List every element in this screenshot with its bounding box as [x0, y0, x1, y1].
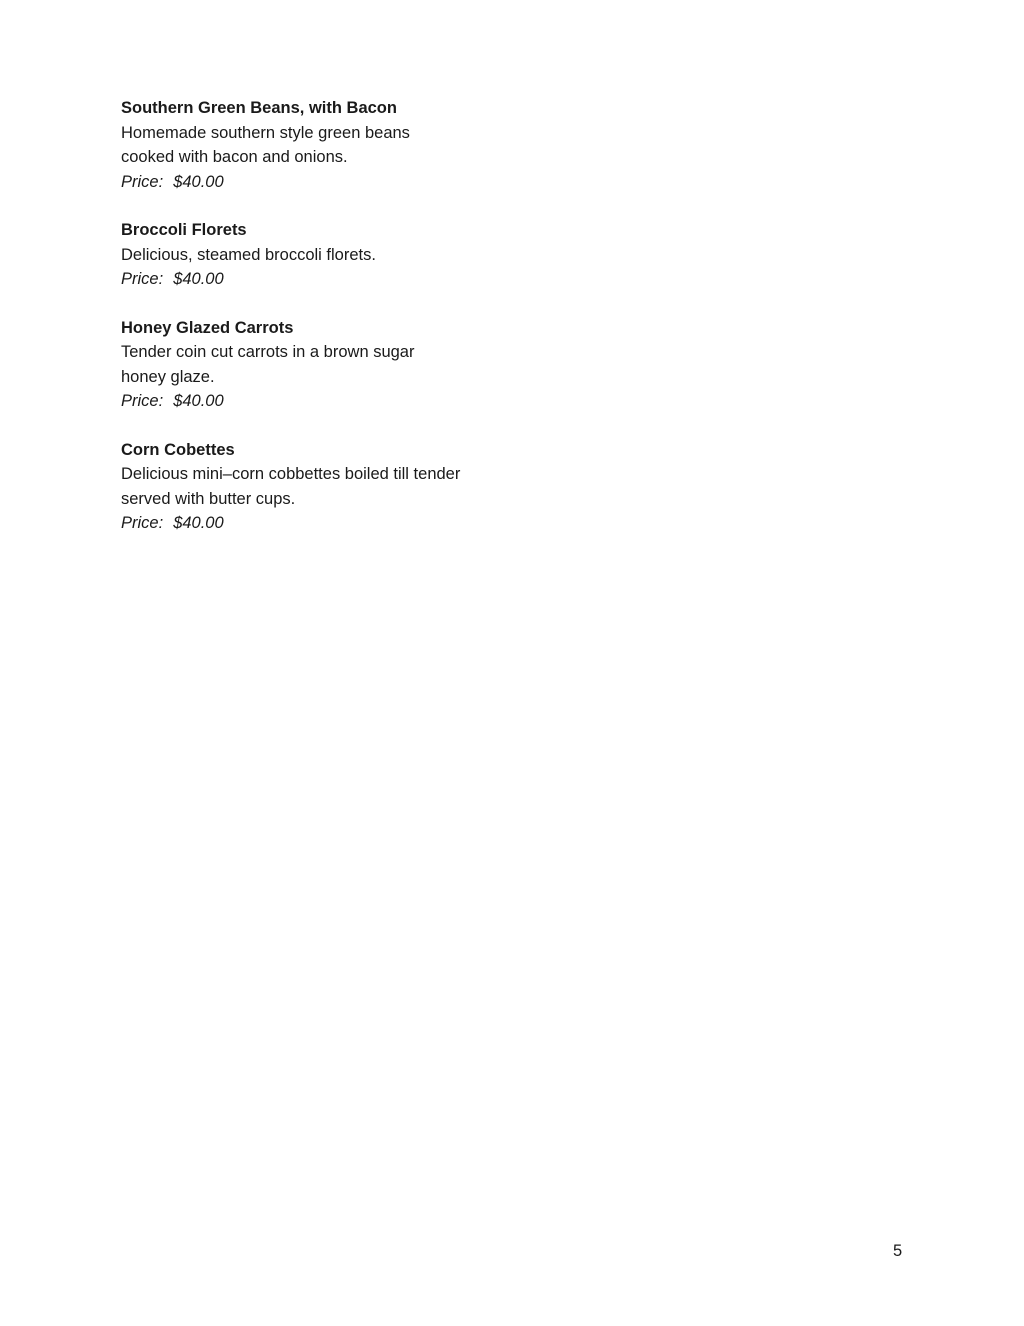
menu-item-description: Homemade southern style green beans cooked with bacon and onions. [121, 123, 410, 166]
price-label: Price: [121, 514, 164, 532]
menu-item-price-line [121, 170, 461, 195]
menu-item-price-line [121, 511, 461, 536]
price-value: $40.00 [173, 172, 224, 191]
menu-item-price-line [121, 389, 461, 414]
menu-item-description: Delicious, steamed broccoli florets. [121, 245, 376, 264]
menu-item-list [121, 96, 461, 560]
menu-item [121, 316, 461, 414]
menu-item-name: Corn Cobettes [121, 440, 235, 459]
menu-item [121, 218, 461, 292]
price-label: Price: [121, 392, 164, 410]
menu-item-description: Tender coin cut carrots in a brown sugar honey glaze. [121, 343, 415, 386]
menu-item-name: Southern Green Beans, with Bacon [121, 99, 397, 117]
menu-item [121, 438, 461, 536]
menu-item-price-line [121, 267, 461, 292]
menu-item-name: Honey Glazed Carrots [121, 318, 294, 337]
menu-item [121, 96, 461, 194]
price-value: $40.00 [173, 514, 224, 532]
price-value: $40.00 [173, 270, 224, 288]
price-label: Price: [121, 172, 164, 191]
page-number: 5 [893, 1242, 903, 1260]
menu-item-description: Delicious mini–corn cobbettes boiled till tender served with butter cups. [121, 465, 461, 508]
price-label: Price: [121, 270, 164, 288]
menu-item-name: Broccoli Florets [121, 221, 247, 239]
price-value: $40.00 [173, 392, 224, 410]
